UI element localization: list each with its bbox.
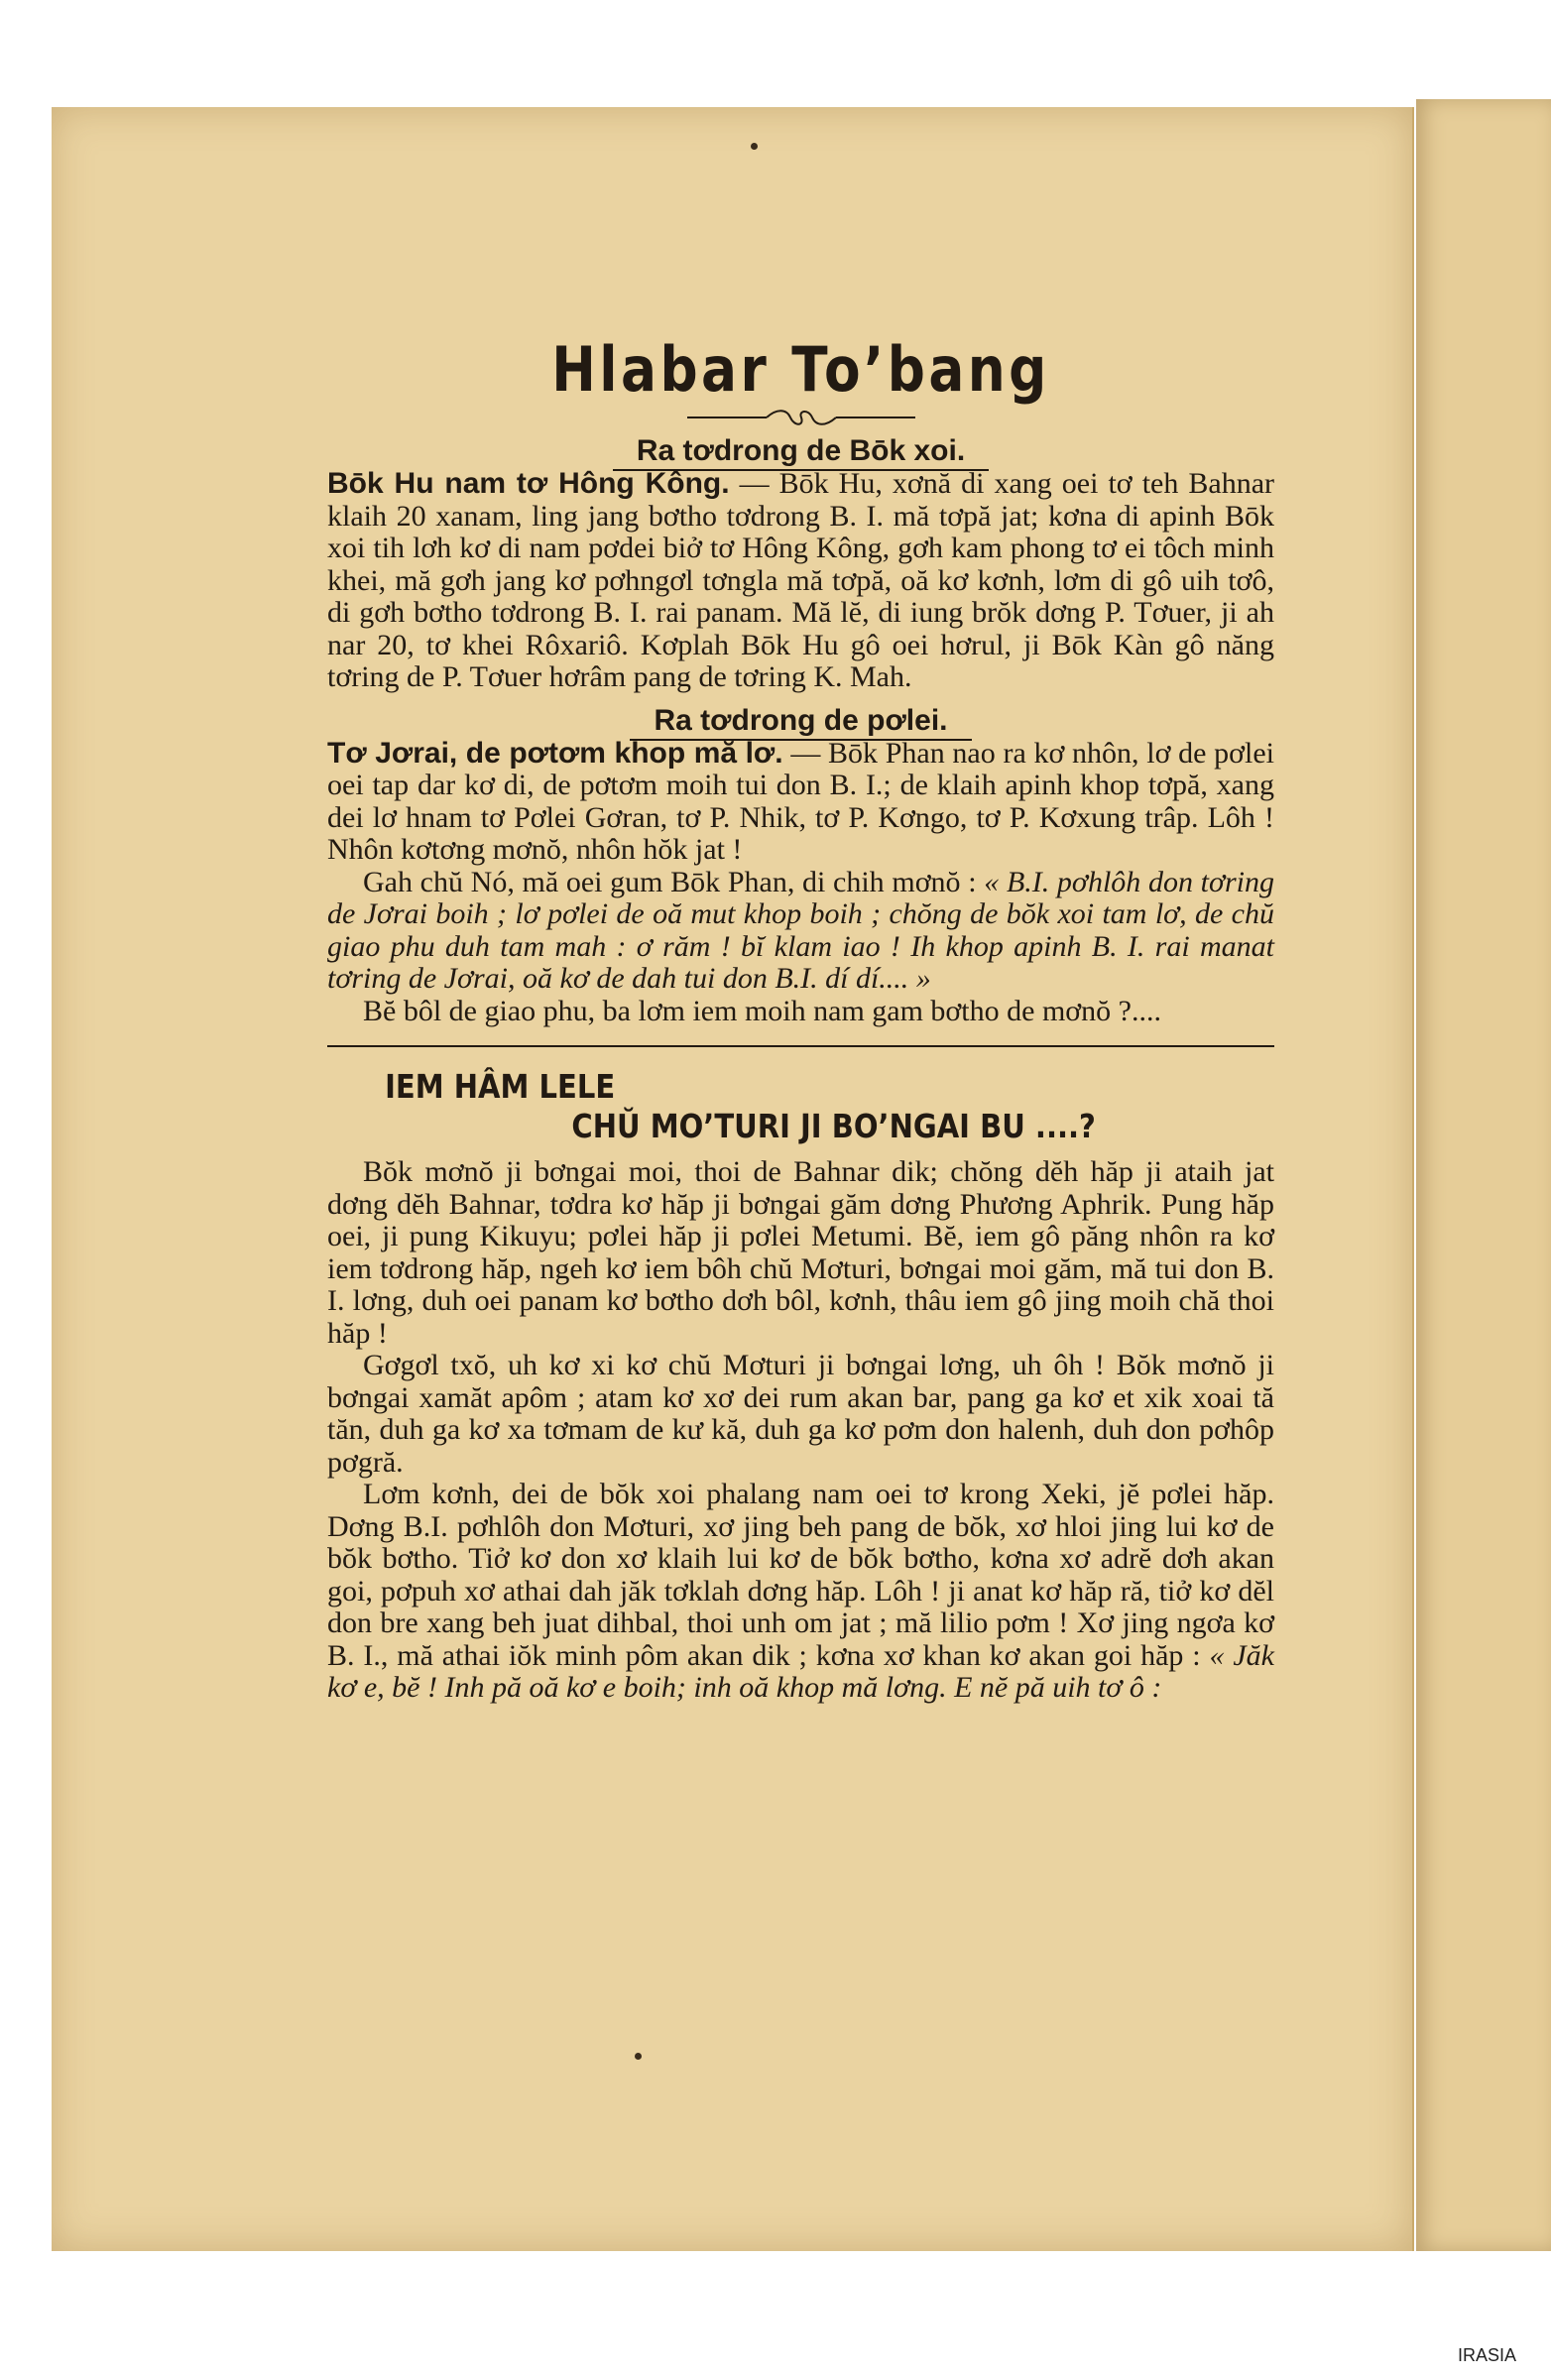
title-ornament (687, 407, 915, 428)
article-paragraph-1: Bŏk mơnŏ ji bơngai moi, thoi de Bahnar dik; chŏng dĕh hăp ji ataih jat dơng dĕh Bahnar, tơdra kơ hăp ji bơngai găm dơng Phương Aphrik. Pung hăp oei, ji pung Kikuyu; pơlei hăp ji pơlei Metumi. Bĕ, iem gô păng nhôn ra kơ iem tơdrong hăp, ngeh kơ iem bôh chŭ Mơturi, bơngai moi găm, mă tui don B. I. lơng, duh oei panam kơ bơtho dơh bôl, kơnh, thâu iem gô jing moih chă thoi hăp ! (327, 1155, 1274, 1350)
article-paragraph-2: Gơgơl txŏ, uh kơ xi kơ chŭ Mơturi ji bơngai lơng, uh ôh ! Bŏk mơnŏ ji bơngai xamăt apôm ; atam kơ xơ dei rum akan bar, pang ga kơ et xik xoai tă tăn, duh ga kơ xa tơmam de kư kă, duh ga kơ pơm don halenh, duh don pơhôp pơgră. (327, 1349, 1274, 1479)
print-dot (751, 143, 758, 150)
section-polei-closing: Bĕ bôl de giao phu, ba lơm iem moih nam gam bơtho de mơnŏ ?.... (363, 994, 1161, 1027)
section-polei-paragraph: Tơ Jơrai, de pơtơm khop mă lơ. — Bōk Phan nao ra kơ nhôn, lơ de pơlei oei tap dar kơ di, de pơtơm moih tui don B. I.; de klaih apinh khop tơpă, xang dei lơ hnam tơ Pơlei Gơran, tơ P. Nhik, tơ P. Kơngo, tơ P. Kơxung trâp. Lôh ! Nhôn kơtơng mơnŏ, nhôn hŏk jat ! (327, 736, 1274, 866)
print-dot (635, 2053, 642, 2060)
page-content (327, 333, 1274, 1705)
section-heading-polei: Ra tơdrong de pơlei. (327, 704, 1274, 738)
section-heading-bok-xoi: Ra tơdrong de Bōk xoi. (327, 434, 1274, 468)
adjacent-page-edge (1416, 99, 1551, 2251)
page-title: Hlabar To’bang (551, 333, 1050, 406)
article-heading-line-2: CHŬ MO’TURI JI BO’NGAI BU ....? (571, 1107, 1096, 1145)
section-bok-xoi-paragraph: Bōk Hu nam tơ Hông Kông. — Bōk Hu, xơnă di xang oei tơ teh Bahnar klaih 20 xanam, ling jang bơtho tơdrong B. I. mă tơpă jat; kơna di apinh Bōk xoi tih lơh kơ di nam pơdei biở tơ Hông Kông, gơh kam phong tơ ei tôch minh khei, mă gơh jang kơ pơhngơl tơngla mă tơpă, oă kơ kơnh, lơm di gô uih tơô, di gơh bơtho tơdrong B. I. rai panam. Mă lĕ, di iung brŏk dơng P. Tơuer, ji ah nar 20, tơ khei Rôxariô. Kơplah Bōk Hu gô oei hơrul, ji Bōk Kàn gô năng tơring de P. Tơuer hơrâm pang de tơring K. Mah. (327, 467, 1274, 693)
article-paragraph-3: Lơm kơnh, dei de bŏk xoi phalang nam oei tơ krong Xeki, jĕ pơlei hăp. Dơng B.I. pơhlôh don Mơturi, xơ jing beh pang de bŏk, xơ hloi jing lui kơ de bŏk bơtho. Tiở kơ don xơ klaih lui kơ de bŏk bơtho, kơna xơ adrĕ dơh akan goi, pơpuh xơ athai dah jăk tơklah dơng hăp. Lôh ! ji anat kơ hăp ră, tiở kơ dĕl don bre xang beh juat dihbal, thoi unh om jat ; mă lilio pơm ! Xơ jing ngơa kơ B. I., mă athai iŏk minh pôm akan dik ; kơna xơ khan kơ akan goi hăp : « Jăk kơ e, bĕ ! Inh pă oă kơ e boih; inh oă khop mă lơng. E nĕ pă uih tơ ô : (327, 1478, 1274, 1704)
section-polei-quote: Gah chŭ Nó, mă oei gum Bōk Phan, di chih mơnŏ : « B.I. pơhlôh don tơring de Jơrai boih ; lơ pơlei de oă mut khop boih ; chŏng de bŏk xoi tam lơ, de chŭ giao phu duh tam mah : ơ răm ! bĭ klam iao ! Ih khop apinh B. I. rai manat tơring de Jơrai, oă kơ de dah tui don B.I. dí dí.... » (327, 865, 1274, 995)
source-watermark: IRASIA (1458, 2345, 1517, 2365)
section-divider (327, 1045, 1274, 1047)
article-heading-line-1: IEM HÂM LELE (385, 1067, 616, 1106)
